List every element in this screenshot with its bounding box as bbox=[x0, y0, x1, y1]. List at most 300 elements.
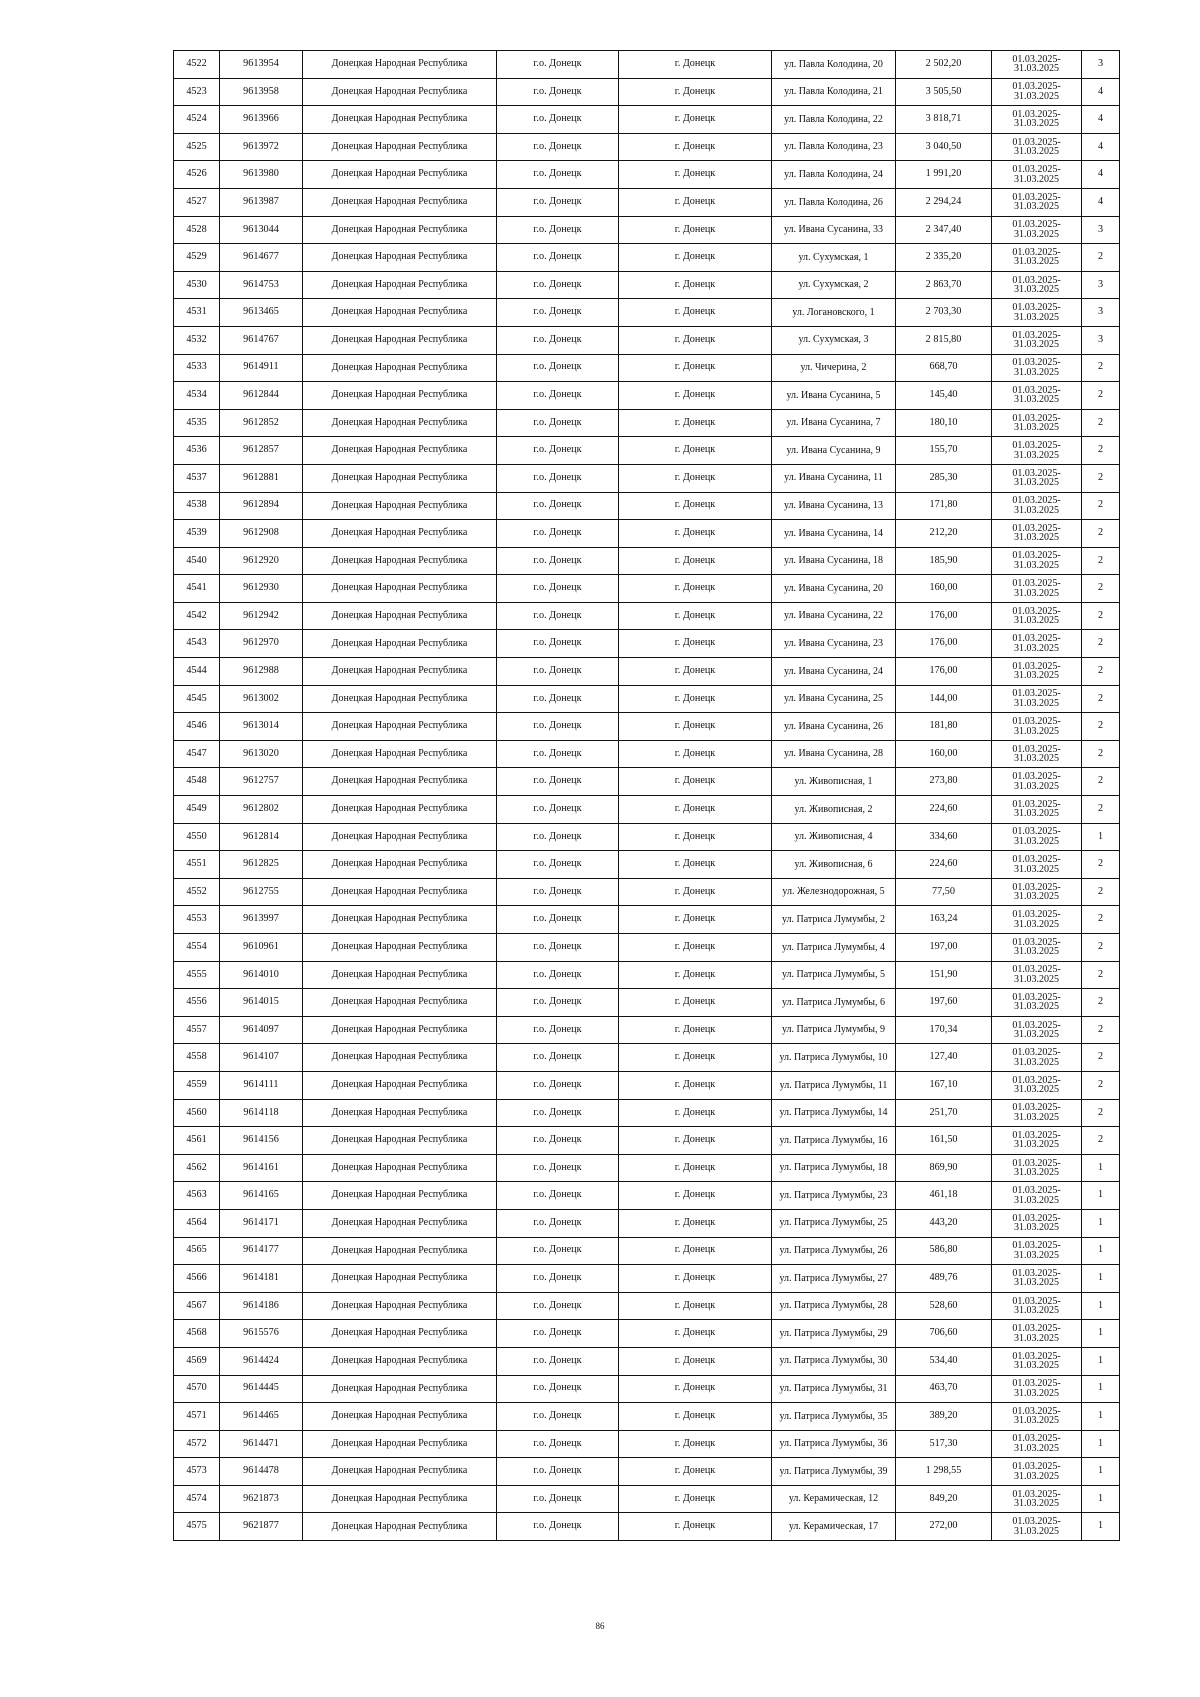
period-cell: 01.03.2025- 31.03.2025 bbox=[992, 713, 1082, 741]
city-cell: г. Донецк bbox=[619, 161, 772, 189]
table-row bbox=[174, 437, 1120, 465]
city-cell: г. Донецк bbox=[619, 51, 772, 79]
area-cell: 3 505,50 bbox=[896, 78, 992, 106]
address-cell: ул. Ивана Сусанина, 13 bbox=[772, 492, 896, 520]
city-cell: г. Донецк bbox=[619, 768, 772, 796]
object-id-cell: 9613020 bbox=[220, 740, 303, 768]
address-cell: ул. Патриса Лумумбы, 9 bbox=[772, 1016, 896, 1044]
city-cell: г. Донецк bbox=[619, 713, 772, 741]
table-row bbox=[174, 1127, 1120, 1155]
region-cell: Донецкая Народная Республика bbox=[303, 740, 497, 768]
category-cell: 4 bbox=[1082, 133, 1120, 161]
table-row bbox=[174, 271, 1120, 299]
object-id-cell: 9612988 bbox=[220, 658, 303, 686]
category-cell: 2 bbox=[1082, 382, 1120, 410]
category-cell: 1 bbox=[1082, 1320, 1120, 1348]
district-cell: г.о. Донецк bbox=[497, 1458, 619, 1486]
object-id-cell: 9612920 bbox=[220, 547, 303, 575]
object-id-cell: 9612814 bbox=[220, 823, 303, 851]
table-row bbox=[174, 740, 1120, 768]
district-cell: г.о. Донецк bbox=[497, 602, 619, 630]
row-number-cell: 4528 bbox=[174, 216, 220, 244]
area-cell: 161,50 bbox=[896, 1127, 992, 1155]
area-cell: 181,80 bbox=[896, 713, 992, 741]
category-cell: 2 bbox=[1082, 906, 1120, 934]
city-cell: г. Донецк bbox=[619, 520, 772, 548]
address-cell: ул. Павла Колодина, 22 bbox=[772, 106, 896, 134]
row-number-cell: 4557 bbox=[174, 1016, 220, 1044]
address-cell: ул. Патриса Лумумбы, 14 bbox=[772, 1099, 896, 1127]
district-cell: г.о. Донецк bbox=[497, 658, 619, 686]
district-cell: г.о. Донецк bbox=[497, 575, 619, 603]
address-cell: ул. Чичерина, 2 bbox=[772, 354, 896, 382]
category-cell: 2 bbox=[1082, 934, 1120, 962]
region-cell: Донецкая Народная Республика bbox=[303, 1265, 497, 1293]
period-cell: 01.03.2025- 31.03.2025 bbox=[992, 271, 1082, 299]
area-cell: 163,24 bbox=[896, 906, 992, 934]
period-cell: 01.03.2025- 31.03.2025 bbox=[992, 188, 1082, 216]
address-cell: ул. Павла Колодина, 26 bbox=[772, 188, 896, 216]
period-cell: 01.03.2025- 31.03.2025 bbox=[992, 1292, 1082, 1320]
category-cell: 3 bbox=[1082, 216, 1120, 244]
period-cell: 01.03.2025- 31.03.2025 bbox=[992, 1044, 1082, 1072]
region-cell: Донецкая Народная Республика bbox=[303, 271, 497, 299]
row-number-cell: 4567 bbox=[174, 1292, 220, 1320]
object-id-cell: 9612894 bbox=[220, 492, 303, 520]
area-cell: 176,00 bbox=[896, 602, 992, 630]
object-id-cell: 9614156 bbox=[220, 1127, 303, 1155]
area-cell: 160,00 bbox=[896, 575, 992, 603]
city-cell: г. Донецк bbox=[619, 630, 772, 658]
object-id-cell: 9612942 bbox=[220, 602, 303, 630]
object-id-cell: 9614015 bbox=[220, 989, 303, 1017]
district-cell: г.о. Донецк bbox=[497, 133, 619, 161]
city-cell: г. Донецк bbox=[619, 244, 772, 272]
district-cell: г.о. Донецк bbox=[497, 1237, 619, 1265]
row-number-cell: 4569 bbox=[174, 1347, 220, 1375]
period-cell: 01.03.2025- 31.03.2025 bbox=[992, 906, 1082, 934]
area-cell: 586,80 bbox=[896, 1237, 992, 1265]
region-cell: Донецкая Народная Республика bbox=[303, 547, 497, 575]
area-cell: 197,60 bbox=[896, 989, 992, 1017]
row-number-cell: 4571 bbox=[174, 1403, 220, 1431]
address-cell: ул. Керамическая, 17 bbox=[772, 1513, 896, 1541]
category-cell: 2 bbox=[1082, 244, 1120, 272]
district-cell: г.о. Донецк bbox=[497, 547, 619, 575]
area-cell: 171,80 bbox=[896, 492, 992, 520]
table-row bbox=[174, 161, 1120, 189]
category-cell: 1 bbox=[1082, 1430, 1120, 1458]
region-cell: Донецкая Народная Республика bbox=[303, 713, 497, 741]
district-cell: г.о. Донецк bbox=[497, 1403, 619, 1431]
district-cell: г.о. Донецк bbox=[497, 768, 619, 796]
address-cell: ул. Патриса Лумумбы, 23 bbox=[772, 1182, 896, 1210]
period-cell: 01.03.2025- 31.03.2025 bbox=[992, 1209, 1082, 1237]
category-cell: 2 bbox=[1082, 464, 1120, 492]
city-cell: г. Донецк bbox=[619, 1320, 772, 1348]
page-number: 86 bbox=[595, 1621, 605, 1631]
address-cell: ул. Ивана Сусанина, 14 bbox=[772, 520, 896, 548]
region-cell: Донецкая Народная Республика bbox=[303, 409, 497, 437]
table-row bbox=[174, 851, 1120, 879]
city-cell: г. Донецк bbox=[619, 1209, 772, 1237]
region-cell: Донецкая Народная Республика bbox=[303, 575, 497, 603]
district-cell: г.о. Донецк bbox=[497, 906, 619, 934]
category-cell: 2 bbox=[1082, 768, 1120, 796]
row-number-cell: 4565 bbox=[174, 1237, 220, 1265]
address-cell: ул. Ивана Сусанина, 25 bbox=[772, 685, 896, 713]
object-id-cell: 9614165 bbox=[220, 1182, 303, 1210]
city-cell: г. Донецк bbox=[619, 1099, 772, 1127]
region-cell: Донецкая Народная Республика bbox=[303, 934, 497, 962]
period-cell: 01.03.2025- 31.03.2025 bbox=[992, 1016, 1082, 1044]
period-cell: 01.03.2025- 31.03.2025 bbox=[992, 520, 1082, 548]
city-cell: г. Донецк bbox=[619, 437, 772, 465]
area-cell: 517,30 bbox=[896, 1430, 992, 1458]
address-cell: ул. Патриса Лумумбы, 16 bbox=[772, 1127, 896, 1155]
table-row bbox=[174, 133, 1120, 161]
city-cell: г. Донецк bbox=[619, 188, 772, 216]
row-number-cell: 4564 bbox=[174, 1209, 220, 1237]
row-number-cell: 4535 bbox=[174, 409, 220, 437]
city-cell: г. Донецк bbox=[619, 78, 772, 106]
period-cell: 01.03.2025- 31.03.2025 bbox=[992, 934, 1082, 962]
region-cell: Донецкая Народная Республика bbox=[303, 244, 497, 272]
row-number-cell: 4575 bbox=[174, 1513, 220, 1541]
period-cell: 01.03.2025- 31.03.2025 bbox=[992, 547, 1082, 575]
table-row bbox=[174, 1016, 1120, 1044]
district-cell: г.о. Донецк bbox=[497, 354, 619, 382]
period-cell: 01.03.2025- 31.03.2025 bbox=[992, 409, 1082, 437]
category-cell: 2 bbox=[1082, 437, 1120, 465]
district-cell: г.о. Донецк bbox=[497, 1320, 619, 1348]
period-cell: 01.03.2025- 31.03.2025 bbox=[992, 740, 1082, 768]
row-number-cell: 4532 bbox=[174, 326, 220, 354]
region-cell: Донецкая Народная Республика bbox=[303, 1292, 497, 1320]
period-cell: 01.03.2025- 31.03.2025 bbox=[992, 326, 1082, 354]
region-cell: Донецкая Народная Республика bbox=[303, 1044, 497, 1072]
city-cell: г. Донецк bbox=[619, 1182, 772, 1210]
table-row bbox=[174, 1320, 1120, 1348]
district-cell: г.о. Донецк bbox=[497, 1513, 619, 1541]
city-cell: г. Донецк bbox=[619, 740, 772, 768]
district-cell: г.о. Донецк bbox=[497, 989, 619, 1017]
city-cell: г. Донецк bbox=[619, 216, 772, 244]
area-cell: 251,70 bbox=[896, 1099, 992, 1127]
category-cell: 2 bbox=[1082, 713, 1120, 741]
period-cell: 01.03.2025- 31.03.2025 bbox=[992, 1403, 1082, 1431]
category-cell: 2 bbox=[1082, 409, 1120, 437]
table-row bbox=[174, 1154, 1120, 1182]
city-cell: г. Донецк bbox=[619, 1403, 772, 1431]
area-cell: 170,34 bbox=[896, 1016, 992, 1044]
row-number-cell: 4546 bbox=[174, 713, 220, 741]
object-id-cell: 9614118 bbox=[220, 1099, 303, 1127]
row-number-cell: 4563 bbox=[174, 1182, 220, 1210]
category-cell: 2 bbox=[1082, 1071, 1120, 1099]
category-cell: 2 bbox=[1082, 1099, 1120, 1127]
row-number-cell: 4538 bbox=[174, 492, 220, 520]
period-cell: 01.03.2025- 31.03.2025 bbox=[992, 1237, 1082, 1265]
district-cell: г.о. Донецк bbox=[497, 1182, 619, 1210]
region-cell: Донецкая Народная Республика bbox=[303, 961, 497, 989]
district-cell: г.о. Донецк bbox=[497, 796, 619, 824]
row-number-cell: 4531 bbox=[174, 299, 220, 327]
table-row bbox=[174, 685, 1120, 713]
table-row bbox=[174, 1099, 1120, 1127]
row-number-cell: 4556 bbox=[174, 989, 220, 1017]
area-cell: 2 294,24 bbox=[896, 188, 992, 216]
table-row bbox=[174, 51, 1120, 79]
area-cell: 155,70 bbox=[896, 437, 992, 465]
address-cell: ул. Живописная, 4 bbox=[772, 823, 896, 851]
category-cell: 1 bbox=[1082, 1237, 1120, 1265]
area-cell: 273,80 bbox=[896, 768, 992, 796]
district-cell: г.о. Донецк bbox=[497, 1016, 619, 1044]
city-cell: г. Донецк bbox=[619, 575, 772, 603]
city-cell: г. Донецк bbox=[619, 906, 772, 934]
city-cell: г. Донецк bbox=[619, 382, 772, 410]
district-cell: г.о. Донецк bbox=[497, 299, 619, 327]
district-cell: г.о. Донецк bbox=[497, 188, 619, 216]
period-cell: 01.03.2025- 31.03.2025 bbox=[992, 796, 1082, 824]
address-cell: ул. Керамическая, 12 bbox=[772, 1485, 896, 1513]
table-row bbox=[174, 1209, 1120, 1237]
row-number-cell: 4554 bbox=[174, 934, 220, 962]
object-id-cell: 9614478 bbox=[220, 1458, 303, 1486]
region-cell: Донецкая Народная Республика bbox=[303, 216, 497, 244]
area-cell: 706,60 bbox=[896, 1320, 992, 1348]
city-cell: г. Донецк bbox=[619, 1044, 772, 1072]
period-cell: 01.03.2025- 31.03.2025 bbox=[992, 464, 1082, 492]
district-cell: г.о. Донецк bbox=[497, 1485, 619, 1513]
region-cell: Донецкая Народная Республика bbox=[303, 1320, 497, 1348]
table-row bbox=[174, 492, 1120, 520]
city-cell: г. Донецк bbox=[619, 409, 772, 437]
row-number-cell: 4540 bbox=[174, 547, 220, 575]
table-row bbox=[174, 464, 1120, 492]
row-number-cell: 4536 bbox=[174, 437, 220, 465]
region-cell: Донецкая Народная Республика bbox=[303, 326, 497, 354]
object-id-cell: 9614753 bbox=[220, 271, 303, 299]
region-cell: Донецкая Народная Республика bbox=[303, 1513, 497, 1541]
district-cell: г.о. Донецк bbox=[497, 492, 619, 520]
area-cell: 1 298,55 bbox=[896, 1458, 992, 1486]
area-cell: 197,00 bbox=[896, 934, 992, 962]
table-row bbox=[174, 768, 1120, 796]
area-cell: 443,20 bbox=[896, 1209, 992, 1237]
row-number-cell: 4524 bbox=[174, 106, 220, 134]
address-cell: ул. Патриса Лумумбы, 5 bbox=[772, 961, 896, 989]
category-cell: 2 bbox=[1082, 658, 1120, 686]
object-id-cell: 9614171 bbox=[220, 1209, 303, 1237]
region-cell: Донецкая Народная Республика bbox=[303, 1071, 497, 1099]
period-cell: 01.03.2025- 31.03.2025 bbox=[992, 1099, 1082, 1127]
records-table bbox=[173, 50, 1120, 1541]
district-cell: г.о. Донецк bbox=[497, 934, 619, 962]
district-cell: г.о. Донецк bbox=[497, 1099, 619, 1127]
region-cell: Донецкая Народная Республика bbox=[303, 1154, 497, 1182]
district-cell: г.о. Донецк bbox=[497, 106, 619, 134]
address-cell: ул. Ивана Сусанина, 33 bbox=[772, 216, 896, 244]
row-number-cell: 4570 bbox=[174, 1375, 220, 1403]
city-cell: г. Донецк bbox=[619, 851, 772, 879]
district-cell: г.о. Донецк bbox=[497, 851, 619, 879]
city-cell: г. Донецк bbox=[619, 823, 772, 851]
address-cell: ул. Живописная, 1 bbox=[772, 768, 896, 796]
table-row bbox=[174, 989, 1120, 1017]
table-row bbox=[174, 326, 1120, 354]
address-cell: ул. Патриса Лумумбы, 28 bbox=[772, 1292, 896, 1320]
address-cell: ул. Сухумская, 1 bbox=[772, 244, 896, 272]
table-row bbox=[174, 713, 1120, 741]
period-cell: 01.03.2025- 31.03.2025 bbox=[992, 1458, 1082, 1486]
region-cell: Донецкая Народная Республика bbox=[303, 1485, 497, 1513]
district-cell: г.о. Донецк bbox=[497, 1154, 619, 1182]
district-cell: г.о. Донецк bbox=[497, 1127, 619, 1155]
category-cell: 3 bbox=[1082, 326, 1120, 354]
region-cell: Донецкая Народная Республика bbox=[303, 768, 497, 796]
address-cell: ул. Патриса Лумумбы, 2 bbox=[772, 906, 896, 934]
row-number-cell: 4552 bbox=[174, 878, 220, 906]
region-cell: Донецкая Народная Республика bbox=[303, 906, 497, 934]
region-cell: Донецкая Народная Республика bbox=[303, 1458, 497, 1486]
city-cell: г. Донецк bbox=[619, 271, 772, 299]
city-cell: г. Донецк bbox=[619, 547, 772, 575]
period-cell: 01.03.2025- 31.03.2025 bbox=[992, 823, 1082, 851]
table-row bbox=[174, 299, 1120, 327]
city-cell: г. Донецк bbox=[619, 1375, 772, 1403]
object-id-cell: 9613997 bbox=[220, 906, 303, 934]
period-cell: 01.03.2025- 31.03.2025 bbox=[992, 878, 1082, 906]
table-row bbox=[174, 1237, 1120, 1265]
city-cell: г. Донецк bbox=[619, 602, 772, 630]
address-cell: ул. Патриса Лумумбы, 36 bbox=[772, 1430, 896, 1458]
address-cell: ул. Патриса Лумумбы, 25 bbox=[772, 1209, 896, 1237]
address-cell: ул. Павла Колодина, 24 bbox=[772, 161, 896, 189]
table-row bbox=[174, 1347, 1120, 1375]
area-cell: 2 815,80 bbox=[896, 326, 992, 354]
period-cell: 01.03.2025- 31.03.2025 bbox=[992, 1320, 1082, 1348]
district-cell: г.о. Донецк bbox=[497, 464, 619, 492]
city-cell: г. Донецк bbox=[619, 133, 772, 161]
object-id-cell: 9610961 bbox=[220, 934, 303, 962]
category-cell: 2 bbox=[1082, 354, 1120, 382]
address-cell: ул. Патриса Лумумбы, 29 bbox=[772, 1320, 896, 1348]
object-id-cell: 9614424 bbox=[220, 1347, 303, 1375]
district-cell: г.о. Донецк bbox=[497, 78, 619, 106]
address-cell: ул. Патриса Лумумбы, 6 bbox=[772, 989, 896, 1017]
table-row bbox=[174, 188, 1120, 216]
object-id-cell: 9621873 bbox=[220, 1485, 303, 1513]
address-cell: ул. Патриса Лумумбы, 10 bbox=[772, 1044, 896, 1072]
district-cell: г.о. Донецк bbox=[497, 823, 619, 851]
category-cell: 2 bbox=[1082, 630, 1120, 658]
row-number-cell: 4530 bbox=[174, 271, 220, 299]
table-row bbox=[174, 547, 1120, 575]
city-cell: г. Донецк bbox=[619, 934, 772, 962]
object-id-cell: 9613972 bbox=[220, 133, 303, 161]
object-id-cell: 9612970 bbox=[220, 630, 303, 658]
address-cell: ул. Ивана Сусанина, 9 bbox=[772, 437, 896, 465]
area-cell: 224,60 bbox=[896, 851, 992, 879]
address-cell: ул. Ивана Сусанина, 18 bbox=[772, 547, 896, 575]
region-cell: Донецкая Народная Республика bbox=[303, 1099, 497, 1127]
object-id-cell: 9613465 bbox=[220, 299, 303, 327]
object-id-cell: 9614465 bbox=[220, 1403, 303, 1431]
table-row bbox=[174, 1430, 1120, 1458]
district-cell: г.о. Донецк bbox=[497, 1044, 619, 1072]
records-table-body bbox=[174, 51, 1120, 1541]
area-cell: 2 703,30 bbox=[896, 299, 992, 327]
period-cell: 01.03.2025- 31.03.2025 bbox=[992, 1154, 1082, 1182]
category-cell: 1 bbox=[1082, 1209, 1120, 1237]
city-cell: г. Донецк bbox=[619, 106, 772, 134]
period-cell: 01.03.2025- 31.03.2025 bbox=[992, 78, 1082, 106]
period-cell: 01.03.2025- 31.03.2025 bbox=[992, 1127, 1082, 1155]
area-cell: 489,76 bbox=[896, 1265, 992, 1293]
table-row bbox=[174, 602, 1120, 630]
district-cell: г.о. Донецк bbox=[497, 382, 619, 410]
address-cell: ул. Патриса Лумумбы, 27 bbox=[772, 1265, 896, 1293]
object-id-cell: 9614181 bbox=[220, 1265, 303, 1293]
area-cell: 151,90 bbox=[896, 961, 992, 989]
row-number-cell: 4549 bbox=[174, 796, 220, 824]
category-cell: 2 bbox=[1082, 602, 1120, 630]
object-id-cell: 9613002 bbox=[220, 685, 303, 713]
region-cell: Донецкая Народная Республика bbox=[303, 1347, 497, 1375]
category-cell: 4 bbox=[1082, 78, 1120, 106]
area-cell: 176,00 bbox=[896, 630, 992, 658]
city-cell: г. Донецк bbox=[619, 326, 772, 354]
city-cell: г. Донецк bbox=[619, 878, 772, 906]
address-cell: ул. Живописная, 6 bbox=[772, 851, 896, 879]
city-cell: г. Донецк bbox=[619, 1430, 772, 1458]
region-cell: Донецкая Народная Республика bbox=[303, 1182, 497, 1210]
category-cell: 2 bbox=[1082, 520, 1120, 548]
address-cell: ул. Сухумская, 3 bbox=[772, 326, 896, 354]
period-cell: 01.03.2025- 31.03.2025 bbox=[992, 299, 1082, 327]
row-number-cell: 4527 bbox=[174, 188, 220, 216]
region-cell: Донецкая Народная Республика bbox=[303, 1375, 497, 1403]
period-cell: 01.03.2025- 31.03.2025 bbox=[992, 602, 1082, 630]
region-cell: Донецкая Народная Республика bbox=[303, 354, 497, 382]
address-cell: ул. Ивана Сусанина, 24 bbox=[772, 658, 896, 686]
row-number-cell: 4522 bbox=[174, 51, 220, 79]
row-number-cell: 4574 bbox=[174, 1485, 220, 1513]
area-cell: 167,10 bbox=[896, 1071, 992, 1099]
region-cell: Донецкая Народная Республика bbox=[303, 602, 497, 630]
category-cell: 1 bbox=[1082, 1403, 1120, 1431]
district-cell: г.о. Донецк bbox=[497, 409, 619, 437]
city-cell: г. Донецк bbox=[619, 1292, 772, 1320]
address-cell: ул. Ивана Сусанина, 11 bbox=[772, 464, 896, 492]
table-row bbox=[174, 878, 1120, 906]
district-cell: г.о. Донецк bbox=[497, 740, 619, 768]
district-cell: г.о. Донецк bbox=[497, 1347, 619, 1375]
area-cell: 2 502,20 bbox=[896, 51, 992, 79]
category-cell: 1 bbox=[1082, 823, 1120, 851]
object-id-cell: 9614767 bbox=[220, 326, 303, 354]
table-row bbox=[174, 906, 1120, 934]
period-cell: 01.03.2025- 31.03.2025 bbox=[992, 1347, 1082, 1375]
region-cell: Донецкая Народная Республика bbox=[303, 989, 497, 1017]
table-row bbox=[174, 1513, 1120, 1541]
object-id-cell: 9614010 bbox=[220, 961, 303, 989]
row-number-cell: 4561 bbox=[174, 1127, 220, 1155]
row-number-cell: 4548 bbox=[174, 768, 220, 796]
area-cell: 272,00 bbox=[896, 1513, 992, 1541]
